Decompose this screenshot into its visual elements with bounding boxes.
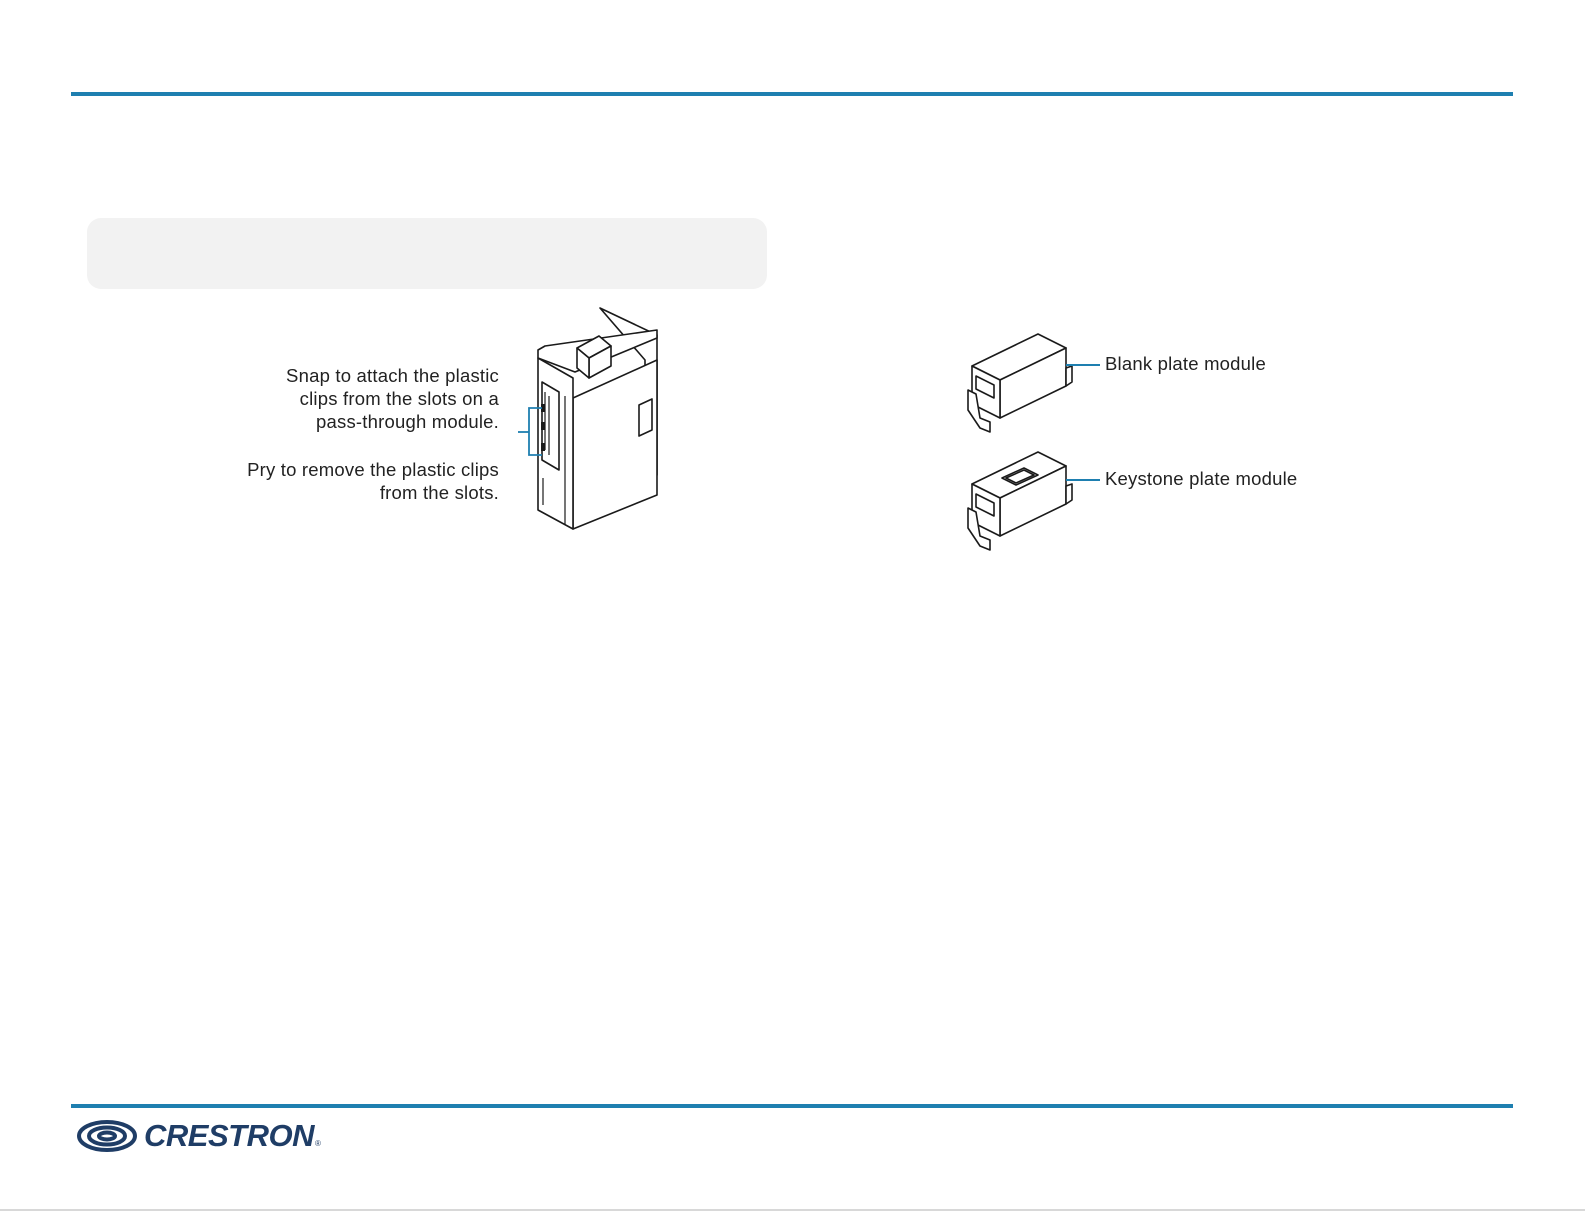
callout-pry-line-2: from the slots. [379,482,499,503]
keystone-plate-module-illustration [962,442,1102,554]
keystone-leader-line [1066,478,1100,482]
callout-snap-line-1: Snap to attach the plastic [286,365,499,386]
logo-wordmark: CRESTRON [144,1118,314,1153]
logo-registered-mark: ® [314,1139,321,1148]
pass-through-module-illustration [505,300,675,540]
crestron-logo [76,1118,321,1154]
crestron-swirl-icon [76,1119,138,1153]
callout-pry [190,458,499,504]
keystone-plate-module-label: Keystone plate module [1105,468,1298,489]
callout-snap-line-2: clips from the slots on a [299,388,499,409]
blank-leader-line [1066,363,1100,367]
footer-rule [71,1104,1513,1108]
callout-snap-line-3: pass-through module. [316,411,499,432]
note-box [87,218,767,289]
blank-plate-module-illustration [962,328,1102,436]
blank-plate-module-label: Blank plate module [1105,353,1266,374]
page-bottom-edge [0,1209,1585,1211]
callout-snap [190,364,499,433]
header-rule [71,92,1513,96]
callout-pry-line-1: Pry to remove the plastic clips [247,459,499,480]
